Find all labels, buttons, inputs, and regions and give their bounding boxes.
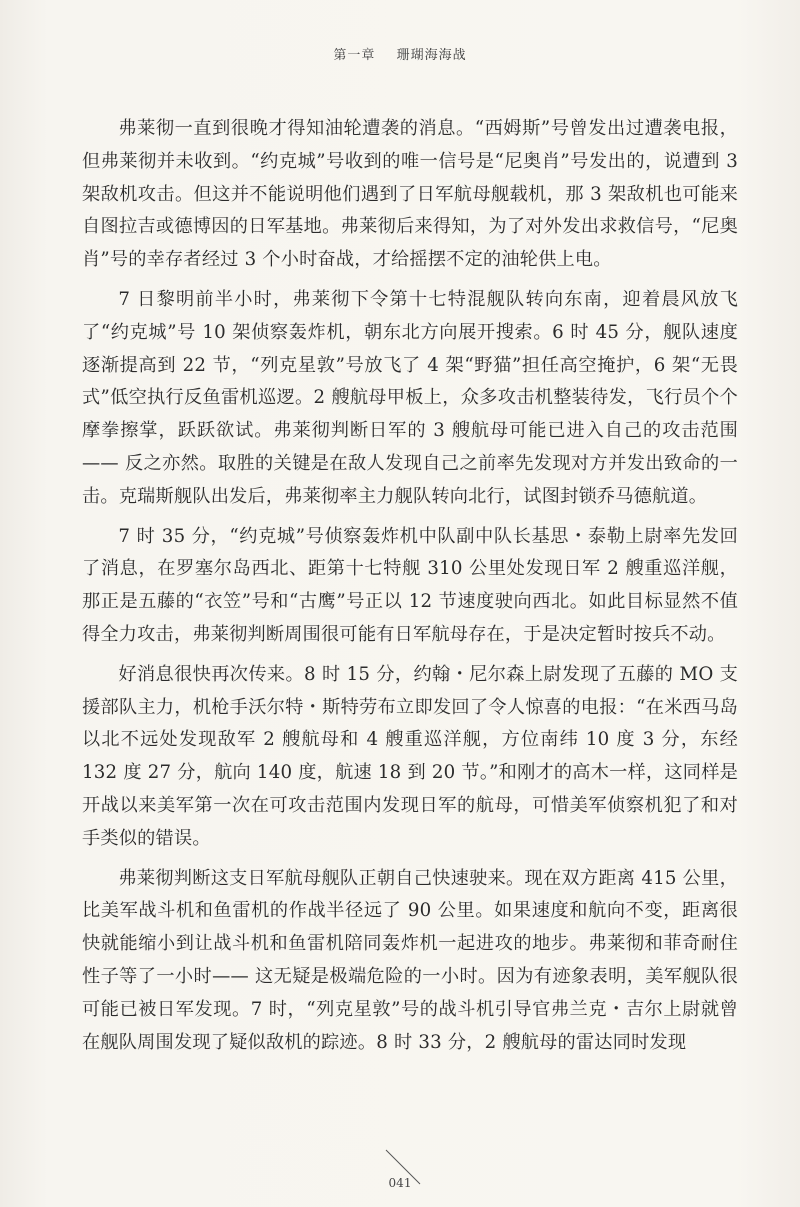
paragraph-5: 弗莱彻判断这支日军航母舰队正朝自己快速驶来。现在双方距离 415 公里，比美军战斗机和鱼雷机的作战半径远了 90 公里。如果速度和航向不变，距离很快就能缩小到让战斗机和鱼雷机陪同轰炸机一起进攻的地步。弗莱彻和菲奇耐住性子等了一小时—— 这无疑是极端危险的一小时。因为有迹象表明，美军舰队很可能已被日军发现。7 时，“列克星敦”号的战斗机引导官弗兰克・吉尔上尉就曾在舰队周围发现了疑似敌机的踪迹。8 时 33 分，2 艘航母的雷达同时发现 xyxy=(82,867,738,1053)
paragraph-2: 7 日黎明前半小时，弗莱彻下令第十七特混舰队转向东南，迎着晨风放飞了“约克城”号 10 架侦察轰炸机，朝东北方向展开搜索。6 时 45 分，舰队速度逐渐提高到 22 节，“列克星敦”号放飞了 4 架“野猫”担任高空掩护，6 架“无畏式”低空执行反鱼雷机巡逻。2 艘航母甲板上，众多攻击机整装待发，飞行员个个摩拳擦掌，跃跃欲试。弗莱彻判断日军的 3 艘航母可能已进入自己的攻击范围—— 反之亦然。取胜的关键是在敌人发现自己之前率先发现对方并发出致命的一击。克瑞斯舰队出发后，弗莱彻率主力舰队转向北行，试图封锁乔马德航道。 xyxy=(82,288,738,507)
paragraph-4: 好消息很快再次传来。8 时 15 分，约翰・尼尔森上尉发现了五藤的 MO 支援部队主力，机枪手沃尔特・斯特劳布立即发回了令人惊喜的电报：“在米西马岛以北不远处发现敌军 2 艘航母和 4 艘重巡洋舰，方位南纬 10 度 3 分，东经 132 度 27 分，航向 140 度，航速 18 到 20 节。”和刚才的高木一样，这同样是开战以来美军第一次在可攻击范围内发现日军的航母，可惜美军侦察机犯了和对手类似的错误。 xyxy=(82,663,738,849)
chapter-title: 珊瑚海海战 xyxy=(396,48,467,63)
page-number: 041 xyxy=(388,1176,412,1190)
paragraph-1: 弗莱彻一直到很晚才得知油轮遭袭的消息。“西姆斯”号曾发出过遭袭电报，但弗莱彻并未收到。“约克城”号收到的唯一信号是“尼奥肖”号发出的，说遭到 3 架敌机攻击。但这并不能说明他们遇到了日军航母舰载机，那 3 架敌机也可能来自图拉吉或德博因的日军基地。弗莱彻后来得知，为了对外发出求救信号，“尼奥肖”号的幸存者经过 3 个小时奋战，才给摇摆不定的油轮供上电。 xyxy=(82,118,738,271)
running-head xyxy=(0,44,800,63)
paragraph-3: 7 时 35 分，“约克城”号侦察轰炸机中队副中队长基思・泰勒上尉率先发回了消息，在罗塞尔岛西北、距第十七特舰 310 公里处发现日军 2 艘重巡洋舰，那正是五藤的“衣笠”号和“古鹰”号正以 12 节速度驶向西北。如此目标显然不值得全力攻击，弗莱彻判断周围很可能有日军航母存在，于是决定暂时按兵不动。 xyxy=(82,525,738,645)
chapter-label: 第一章 xyxy=(333,48,376,63)
body-text xyxy=(82,113,738,1066)
